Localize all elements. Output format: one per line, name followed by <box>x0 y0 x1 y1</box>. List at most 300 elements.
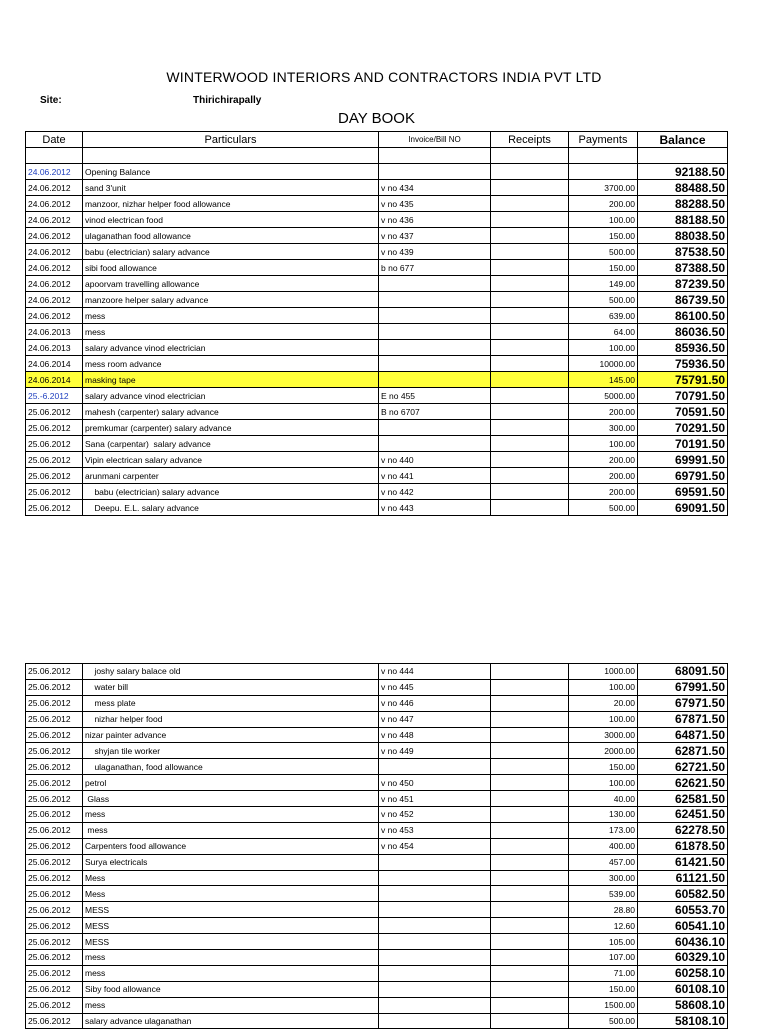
date-cell: 25.06.2012 <box>26 981 83 997</box>
invoice-cell <box>379 292 491 308</box>
date-cell: 25.06.2012 <box>26 902 83 918</box>
table-row <box>26 420 728 436</box>
table-row <box>26 679 728 695</box>
balance-cell: 70191.50 <box>638 436 728 452</box>
date-cell: 25.06.2012 <box>26 1013 83 1029</box>
particulars-cell: Deepu. E.L. salary advance <box>83 500 379 516</box>
balance-cell: 60553.70 <box>638 902 728 918</box>
particulars-cell: salary advance vinod electrician <box>83 388 379 404</box>
day-book-table <box>25 131 728 516</box>
payments-cell: 200.00 <box>569 468 638 484</box>
invoice-cell <box>379 164 491 180</box>
table-row <box>26 500 728 516</box>
particulars-cell: apoorvam travelling allowance <box>83 276 379 292</box>
date-cell: 25.06.2012 <box>26 791 83 807</box>
balance-cell: 69991.50 <box>638 452 728 468</box>
balance-cell: 60329.10 <box>638 950 728 966</box>
invoice-cell <box>379 854 491 870</box>
table-row <box>26 1013 728 1029</box>
balance-cell: 87239.50 <box>638 276 728 292</box>
payments-cell: 150.00 <box>569 228 638 244</box>
date-cell: 24.06.2012 <box>26 164 83 180</box>
balance-cell: 62278.50 <box>638 822 728 838</box>
particulars-cell: water bill <box>83 679 379 695</box>
table-row <box>26 180 728 196</box>
invoice-cell: v no 436 <box>379 212 491 228</box>
receipts-cell <box>491 807 569 823</box>
date-cell: 25.06.2012 <box>26 838 83 854</box>
date-cell: 24.06.2014 <box>26 372 83 388</box>
particulars-cell: mess <box>83 997 379 1013</box>
receipts-cell <box>491 902 569 918</box>
particulars-cell: sibi food allowance <box>83 260 379 276</box>
receipts-cell <box>491 500 569 516</box>
receipts-cell <box>491 196 569 212</box>
table-row <box>26 484 728 500</box>
table-row <box>26 695 728 711</box>
invoice-column-header: Invoice/Bill NO <box>379 132 491 148</box>
invoice-cell <box>379 436 491 452</box>
invoice-cell <box>379 324 491 340</box>
invoice-cell: v no 442 <box>379 484 491 500</box>
date-cell: 25.-6.2012 <box>26 388 83 404</box>
date-cell: 25.06.2012 <box>26 711 83 727</box>
payments-cell: 100.00 <box>569 679 638 695</box>
receipts-cell <box>491 997 569 1013</box>
particulars-cell: MESS <box>83 902 379 918</box>
particulars-cell: Carpenters food allowance <box>83 838 379 854</box>
receipts-cell <box>491 340 569 356</box>
table-row <box>26 822 728 838</box>
payments-column-header: Payments <box>569 132 638 148</box>
payments-cell: 200.00 <box>569 452 638 468</box>
balance-cell: 86100.50 <box>638 308 728 324</box>
receipts-cell <box>491 212 569 228</box>
receipts-cell <box>491 260 569 276</box>
balance-cell: 70791.50 <box>638 388 728 404</box>
receipts-cell <box>491 870 569 886</box>
table-row <box>26 711 728 727</box>
particulars-cell: joshy salary balace old <box>83 664 379 680</box>
particulars-cell: petrol <box>83 775 379 791</box>
table-row <box>26 886 728 902</box>
invoice-cell: b no 677 <box>379 260 491 276</box>
particulars-cell: Siby food allowance <box>83 981 379 997</box>
particulars-cell: mess <box>83 308 379 324</box>
payments-cell: 20.00 <box>569 695 638 711</box>
invoice-cell <box>379 997 491 1013</box>
table-row <box>26 276 728 292</box>
receipts-cell <box>491 164 569 180</box>
date-cell: 25.06.2012 <box>26 404 83 420</box>
table-row <box>26 743 728 759</box>
payments-cell: 2000.00 <box>569 743 638 759</box>
date-cell: 25.06.2012 <box>26 807 83 823</box>
payments-cell: 145.00 <box>569 372 638 388</box>
balance-cell: 88288.50 <box>638 196 728 212</box>
invoice-cell: v no 434 <box>379 180 491 196</box>
balance-cell: 60582.50 <box>638 886 728 902</box>
table-row <box>26 292 728 308</box>
particulars-cell: Opening Balance <box>83 164 379 180</box>
invoice-cell <box>379 918 491 934</box>
date-cell: 25.06.2012 <box>26 743 83 759</box>
balance-cell: 68091.50 <box>638 664 728 680</box>
payments-cell: 400.00 <box>569 838 638 854</box>
payments-cell: 150.00 <box>569 260 638 276</box>
invoice-cell: v no 445 <box>379 679 491 695</box>
particulars-cell: mess <box>83 807 379 823</box>
payments-cell: 100.00 <box>569 711 638 727</box>
balance-cell: 88488.50 <box>638 180 728 196</box>
particulars-cell: mess <box>83 965 379 981</box>
receipts-cell <box>491 854 569 870</box>
payments-cell: 150.00 <box>569 759 638 775</box>
receipts-cell <box>491 711 569 727</box>
date-cell: 25.06.2012 <box>26 436 83 452</box>
table-row <box>26 244 728 260</box>
invoice-cell <box>379 276 491 292</box>
receipts-cell <box>491 981 569 997</box>
date-cell: 25.06.2012 <box>26 854 83 870</box>
receipts-cell <box>491 388 569 404</box>
invoice-cell: v no 452 <box>379 807 491 823</box>
date-cell: 25.06.2012 <box>26 500 83 516</box>
receipts-cell <box>491 404 569 420</box>
date-cell: 25.06.2012 <box>26 420 83 436</box>
date-cell: 25.06.2012 <box>26 934 83 950</box>
table-row <box>26 997 728 1013</box>
payments-cell: 200.00 <box>569 404 638 420</box>
date-cell: 25.06.2012 <box>26 775 83 791</box>
payments-cell: 149.00 <box>569 276 638 292</box>
payments-cell: 200.00 <box>569 196 638 212</box>
particulars-cell: Surya electricals <box>83 854 379 870</box>
balance-cell: 87538.50 <box>638 244 728 260</box>
receipts-cell <box>491 664 569 680</box>
receipts-cell <box>491 886 569 902</box>
receipts-cell <box>491 324 569 340</box>
table-row <box>26 356 728 372</box>
invoice-cell: v no 451 <box>379 791 491 807</box>
table-row <box>26 308 728 324</box>
invoice-cell: v no 454 <box>379 838 491 854</box>
particulars-cell: nizhar helper food <box>83 711 379 727</box>
company-name: WINTERWOOD INTERIORS AND CONTRACTORS INDIA PVT LTD <box>166 69 602 85</box>
balance-cell: 64871.50 <box>638 727 728 743</box>
balance-cell: 87388.50 <box>638 260 728 276</box>
invoice-cell: v no 449 <box>379 743 491 759</box>
table-row <box>26 965 728 981</box>
date-cell: 25.06.2012 <box>26 679 83 695</box>
balance-cell: 75936.50 <box>638 356 728 372</box>
table-row <box>26 918 728 934</box>
receipts-cell <box>491 484 569 500</box>
balance-cell: 61121.50 <box>638 870 728 886</box>
date-cell: 24.06.2012 <box>26 196 83 212</box>
particulars-cell: ulaganathan, food allowance <box>83 759 379 775</box>
date-cell: 25.06.2012 <box>26 965 83 981</box>
balance-column-header: Balance <box>638 132 728 148</box>
receipts-column-header: Receipts <box>491 132 569 148</box>
invoice-cell <box>379 902 491 918</box>
balance-cell: 60108.10 <box>638 981 728 997</box>
invoice-cell: E no 455 <box>379 388 491 404</box>
balance-cell: 67991.50 <box>638 679 728 695</box>
particulars-cell: ulaganathan food allowance <box>83 228 379 244</box>
invoice-cell <box>379 372 491 388</box>
invoice-cell <box>379 950 491 966</box>
day-book-table-continued <box>25 663 728 1029</box>
invoice-cell: v no 448 <box>379 727 491 743</box>
particulars-cell: salary advance vinod electrician <box>83 340 379 356</box>
balance-cell: 62621.50 <box>638 775 728 791</box>
payments-cell: 100.00 <box>569 436 638 452</box>
particulars-cell: Vipin electrican salary advance <box>83 452 379 468</box>
receipts-cell <box>491 965 569 981</box>
receipts-cell <box>491 727 569 743</box>
particulars-cell: shyjan tile worker <box>83 743 379 759</box>
particulars-cell: premkumar (carpenter) salary advance <box>83 420 379 436</box>
date-cell: 25.06.2012 <box>26 695 83 711</box>
date-cell: 24.06.2012 <box>26 244 83 260</box>
date-cell: 24.06.2012 <box>26 276 83 292</box>
date-cell: 25.06.2012 <box>26 997 83 1013</box>
receipts-cell <box>491 791 569 807</box>
invoice-cell <box>379 340 491 356</box>
date-cell: 25.06.2012 <box>26 727 83 743</box>
payments-cell: 28.80 <box>569 902 638 918</box>
invoice-cell <box>379 1013 491 1029</box>
table-row <box>26 727 728 743</box>
table-row <box>26 404 728 420</box>
payments-cell: 1000.00 <box>569 664 638 680</box>
receipts-cell <box>491 838 569 854</box>
payments-cell: 500.00 <box>569 292 638 308</box>
payments-cell: 539.00 <box>569 886 638 902</box>
particulars-cell: nizar painter advance <box>83 727 379 743</box>
receipts-cell <box>491 743 569 759</box>
table-row <box>26 388 728 404</box>
table-row <box>26 838 728 854</box>
invoice-cell: v no 444 <box>379 664 491 680</box>
empty-row <box>26 148 728 164</box>
payments-cell: 173.00 <box>569 822 638 838</box>
payments-cell: 500.00 <box>569 500 638 516</box>
particulars-cell: Sana (carpentar) salary advance <box>83 436 379 452</box>
invoice-cell <box>379 759 491 775</box>
invoice-cell: v no 437 <box>379 228 491 244</box>
payments-cell: 100.00 <box>569 212 638 228</box>
table-row <box>26 164 728 180</box>
payments-cell: 107.00 <box>569 950 638 966</box>
invoice-cell <box>379 420 491 436</box>
invoice-cell: v no 441 <box>379 468 491 484</box>
payments-cell: 40.00 <box>569 791 638 807</box>
date-cell: 24.06.2012 <box>26 292 83 308</box>
invoice-cell <box>379 308 491 324</box>
receipts-cell <box>491 356 569 372</box>
date-column-header: Date <box>26 132 83 148</box>
balance-cell: 58608.10 <box>638 997 728 1013</box>
receipts-cell <box>491 468 569 484</box>
date-cell: 24.06.2013 <box>26 324 83 340</box>
particulars-cell: babu (electrician) salary advance <box>83 484 379 500</box>
date-cell: 25.06.2012 <box>26 822 83 838</box>
balance-cell: 92188.50 <box>638 164 728 180</box>
invoice-cell: v no 447 <box>379 711 491 727</box>
payments-cell: 1500.00 <box>569 997 638 1013</box>
particulars-cell: manzoore helper salary advance <box>83 292 379 308</box>
balance-cell: 62451.50 <box>638 807 728 823</box>
table-row <box>26 870 728 886</box>
date-cell: 24.06.2012 <box>26 212 83 228</box>
table-row <box>26 228 728 244</box>
table-row <box>26 950 728 966</box>
particulars-cell: Mess <box>83 870 379 886</box>
payments-cell: 200.00 <box>569 484 638 500</box>
table-row <box>26 854 728 870</box>
receipts-cell <box>491 934 569 950</box>
date-cell: 25.06.2012 <box>26 759 83 775</box>
payments-cell: 64.00 <box>569 324 638 340</box>
balance-cell: 67871.50 <box>638 711 728 727</box>
invoice-cell: v no 439 <box>379 244 491 260</box>
particulars-cell: mess <box>83 324 379 340</box>
date-cell: 24.06.2014 <box>26 356 83 372</box>
balance-cell: 60436.10 <box>638 934 728 950</box>
payments-cell: 3000.00 <box>569 727 638 743</box>
table-row <box>26 902 728 918</box>
particulars-cell: Glass <box>83 791 379 807</box>
payments-cell: 100.00 <box>569 340 638 356</box>
particulars-cell: mess room advance <box>83 356 379 372</box>
table-row <box>26 468 728 484</box>
balance-cell: 86739.50 <box>638 292 728 308</box>
invoice-cell: v no 440 <box>379 452 491 468</box>
invoice-cell <box>379 965 491 981</box>
balance-cell: 62581.50 <box>638 791 728 807</box>
receipts-cell <box>491 228 569 244</box>
date-cell: 25.06.2012 <box>26 468 83 484</box>
balance-cell: 67971.50 <box>638 695 728 711</box>
page-title: DAY BOOK <box>338 110 415 127</box>
particulars-cell: mess plate <box>83 695 379 711</box>
table-row <box>26 775 728 791</box>
table-row <box>26 664 728 680</box>
payments-cell: 500.00 <box>569 1013 638 1029</box>
date-cell: 25.06.2012 <box>26 452 83 468</box>
receipts-cell <box>491 436 569 452</box>
particulars-cell: vinod electrican food <box>83 212 379 228</box>
balance-cell: 88038.50 <box>638 228 728 244</box>
balance-cell: 86036.50 <box>638 324 728 340</box>
date-cell: 25.06.2012 <box>26 664 83 680</box>
invoice-cell <box>379 886 491 902</box>
balance-cell: 70291.50 <box>638 420 728 436</box>
payments-cell: 457.00 <box>569 854 638 870</box>
invoice-cell: v no 453 <box>379 822 491 838</box>
particulars-cell: mess <box>83 822 379 838</box>
table-row <box>26 260 728 276</box>
payments-cell: 100.00 <box>569 775 638 791</box>
balance-cell: 62871.50 <box>638 743 728 759</box>
balance-cell: 85936.50 <box>638 340 728 356</box>
site-value: Thirichirapally <box>193 95 262 106</box>
date-cell: 24.06.2012 <box>26 308 83 324</box>
table-row <box>26 452 728 468</box>
balance-cell: 61878.50 <box>638 838 728 854</box>
balance-cell: 61421.50 <box>638 854 728 870</box>
payments-cell: 71.00 <box>569 965 638 981</box>
particulars-cell: Mess <box>83 886 379 902</box>
balance-cell: 58108.10 <box>638 1013 728 1029</box>
payments-cell: 300.00 <box>569 420 638 436</box>
balance-cell: 69591.50 <box>638 484 728 500</box>
invoice-cell: v no 446 <box>379 695 491 711</box>
table-row <box>26 196 728 212</box>
particulars-cell: babu (electrician) salary advance <box>83 244 379 260</box>
receipts-cell <box>491 679 569 695</box>
balance-cell: 69091.50 <box>638 500 728 516</box>
date-cell: 24.06.2012 <box>26 180 83 196</box>
receipts-cell <box>491 276 569 292</box>
payments-cell: 12.60 <box>569 918 638 934</box>
balance-cell: 75791.50 <box>638 372 728 388</box>
site-label: Site: <box>40 95 62 106</box>
table-row <box>26 807 728 823</box>
particulars-column-header: Particulars <box>83 132 379 148</box>
payments-cell: 500.00 <box>569 244 638 260</box>
payments-cell <box>569 164 638 180</box>
date-cell: 25.06.2012 <box>26 886 83 902</box>
date-cell: 24.06.2013 <box>26 340 83 356</box>
receipts-cell <box>491 950 569 966</box>
date-cell: 25.06.2012 <box>26 484 83 500</box>
table-row <box>26 324 728 340</box>
date-cell: 24.06.2012 <box>26 228 83 244</box>
table-row <box>26 212 728 228</box>
invoice-cell: B no 6707 <box>379 404 491 420</box>
table-row <box>26 340 728 356</box>
table-row <box>26 934 728 950</box>
invoice-cell <box>379 981 491 997</box>
particulars-cell: MESS <box>83 934 379 950</box>
receipts-cell <box>491 918 569 934</box>
balance-cell: 70591.50 <box>638 404 728 420</box>
invoice-cell: v no 443 <box>379 500 491 516</box>
invoice-cell: v no 450 <box>379 775 491 791</box>
payments-cell: 5000.00 <box>569 388 638 404</box>
particulars-cell: manzoor, nizhar helper food allowance <box>83 196 379 212</box>
receipts-cell <box>491 372 569 388</box>
particulars-cell: mess <box>83 950 379 966</box>
particulars-cell: salary advance ulaganathan <box>83 1013 379 1029</box>
table-header-row <box>26 132 728 148</box>
date-cell: 25.06.2012 <box>26 870 83 886</box>
particulars-cell: mahesh (carpenter) salary advance <box>83 404 379 420</box>
table-row <box>26 372 728 388</box>
invoice-cell <box>379 356 491 372</box>
payments-cell: 105.00 <box>569 934 638 950</box>
date-cell: 24.06.2012 <box>26 260 83 276</box>
receipts-cell <box>491 420 569 436</box>
balance-cell: 69791.50 <box>638 468 728 484</box>
invoice-cell <box>379 870 491 886</box>
balance-cell: 60541.10 <box>638 918 728 934</box>
particulars-cell: arunmani carpenter <box>83 468 379 484</box>
invoice-cell <box>379 934 491 950</box>
